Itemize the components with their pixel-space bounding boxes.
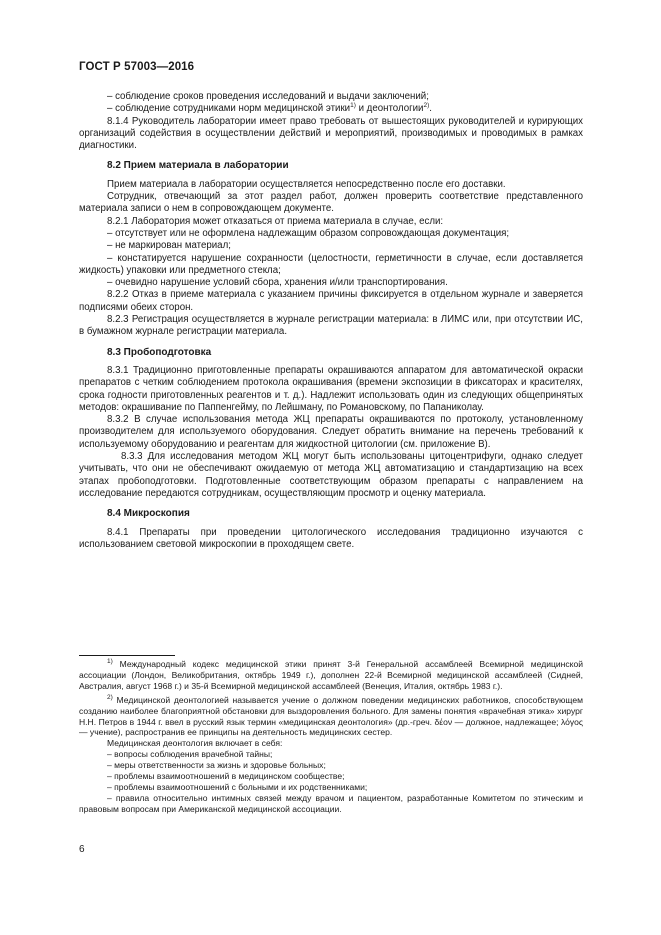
paragraph: 8.4.1 Препараты при проведении цитологического исследования традиционно изучаются с использованием световой микроскопии в проходящем свете. (79, 526, 583, 550)
list-item: – соблюдение сотрудниками норм медицинской этики$^{1)}$ и деонтологии$^{2)}$. (107, 102, 432, 115)
paragraph: Сотрудник, отвечающий за этот раздел работ, должен проверить соответствие представленного материала записи о нем в сопровождающем документе. (79, 191, 583, 215)
footnote-list-item: – проблемы взаимоотношений в медицинском сообществе; (107, 771, 345, 782)
main-text (79, 91, 583, 551)
footnote: $^{2)}$ Медицинской деонтологией называется учение о должном поведении медицинских работников, способствующем созданию наиболее благоприятной обстановки для выздоровления больного. Для замены понятия «врачебная этика» хирург Н.Н. Петров в 1944 г. ввел в русский язык термин «медицинская деонтология» (др.-греч. δέον — должное, надлежащее; λόγος — учение), распространив ее принципы на деятельность медицинских сестер. (79, 693, 583, 738)
footnote-list-item: – меры ответственности за жизнь и здоровье больных; (107, 760, 326, 771)
paragraph: 8.1.4 Руководитель лаборатории имеет право требовать от вышестоящих руководителей и курирующих организаций содействия в осуществлении действий и мероприятий, производимых и проводимых в рамках диагностики. (79, 115, 583, 152)
paragraph: 8.2.3 Регистрация осуществляется в журнале регистрации материала: в ЛИМС или, при отсутствии ИС, в бумажном журнале регистрации материала. (79, 314, 583, 338)
document-header: ГОСТ Р 57003—2016 (79, 61, 195, 73)
footnote-divider (79, 655, 175, 656)
footnotes (79, 655, 583, 815)
footnote-ref: 2) (423, 102, 430, 110)
page-number: 6 (79, 844, 85, 855)
list-item: – отсутствует или не оформлена надлежащим образом сопровождающая документация; (107, 227, 510, 239)
footnote-mark: 2) (107, 693, 113, 701)
footnote-mark: 1) (107, 658, 113, 666)
paragraph: 8.2.2 Отказ в приеме материала с указанием причины фиксируется в отдельном журнале и заверяется подписями обеих сторон. (79, 289, 583, 313)
list-item: – констатируется нарушение сохранности (целостности, герметичности в случае, если доставляется жидкость) упаковки или предметного стекла; (79, 252, 583, 276)
paragraph: 8.3.2 В случае использования метода ЖЦ препараты окрашиваются по протоколу, установленному производителем для используемого оборудования. Следует обратить внимание на перечень требований к используемому оборудованию и реагентам для жидкостной цитологии (см. приложение В). (79, 414, 583, 450)
paragraph: 8.2.1 Лаборатория может отказаться от приема материала в случае, если: (107, 215, 444, 227)
list-item: – очевидно нарушение условий сбора, хранения и/или транспортирования. (107, 277, 448, 289)
section-heading: 8.3 Пробоподготовка (107, 346, 212, 358)
list-item: – соблюдение сроков проведения исследований и выдачи заключений; (107, 91, 429, 102)
paragraph: Прием материала в лаборатории осуществляется непосредственно после его доставки. (107, 178, 506, 190)
footnote-list-item: – проблемы взаимоотношений с больными и их родственниками; (107, 781, 368, 792)
footnote: $^{1)}$ Международный кодекс медицинской этики принят 3-й Генеральной ассамблеей Всемирной медицинской ассоциации (Лондон, Великобритания, октябрь 1949 г.), дополнен 22-й Всемирной медицинской ассамблеей (Сидней, Австралия, август 1968 г.) и 35-й Всемирной медицинской ассамблеей (Венеция, Италия, октябрь 1983 г.). (79, 658, 584, 691)
footnote-list-item: – вопросы соблюдения врачебной тайны; (107, 749, 273, 760)
footnote-ref: 1) (350, 102, 356, 110)
section-heading: 8.4 Микроскопия (107, 508, 190, 520)
section-heading: 8.2 Прием материала в лаборатории (107, 160, 289, 172)
footnote-text: Медицинская деонтология включает в себя: (107, 738, 283, 749)
footnote-list-item: – правила относительно интимных связей между врачом и пациентом, разработанные Комитетом по этическим и правовым вопросам при Американской медицинской ассоциации. (79, 792, 583, 814)
list-item: – не маркирован материал; (107, 240, 231, 252)
paragraph: 8.3.1 Традиционно приготовленные препараты окрашиваются аппаратом для автоматической окраски препаратов с четким соблюдением протокола окрашивания (времени экспозиции в фиксаторах и красителях, срока годности приготовленных реагентов и т. д.). Надлежит использовать один из следующих общепринятых методов: окрашивание по Паппенгейму, по Лейшману, по Романовскому, по Папаниколау. (79, 364, 583, 413)
paragraph: 8.3.3 Для исследования методом ЖЦ могут быть использованы цитоцентрифуги, однако следует учитывать, что они не обеспечивают ожидаемую от метода ЖЦ автоматизацию и стандартизацию на всех этапах пробоподготовки. Подготовленные соответствующим образом препараты с направлением на исследование передаются сотрудникам, осуществляющим просмотр и оценку материала. (79, 451, 583, 499)
